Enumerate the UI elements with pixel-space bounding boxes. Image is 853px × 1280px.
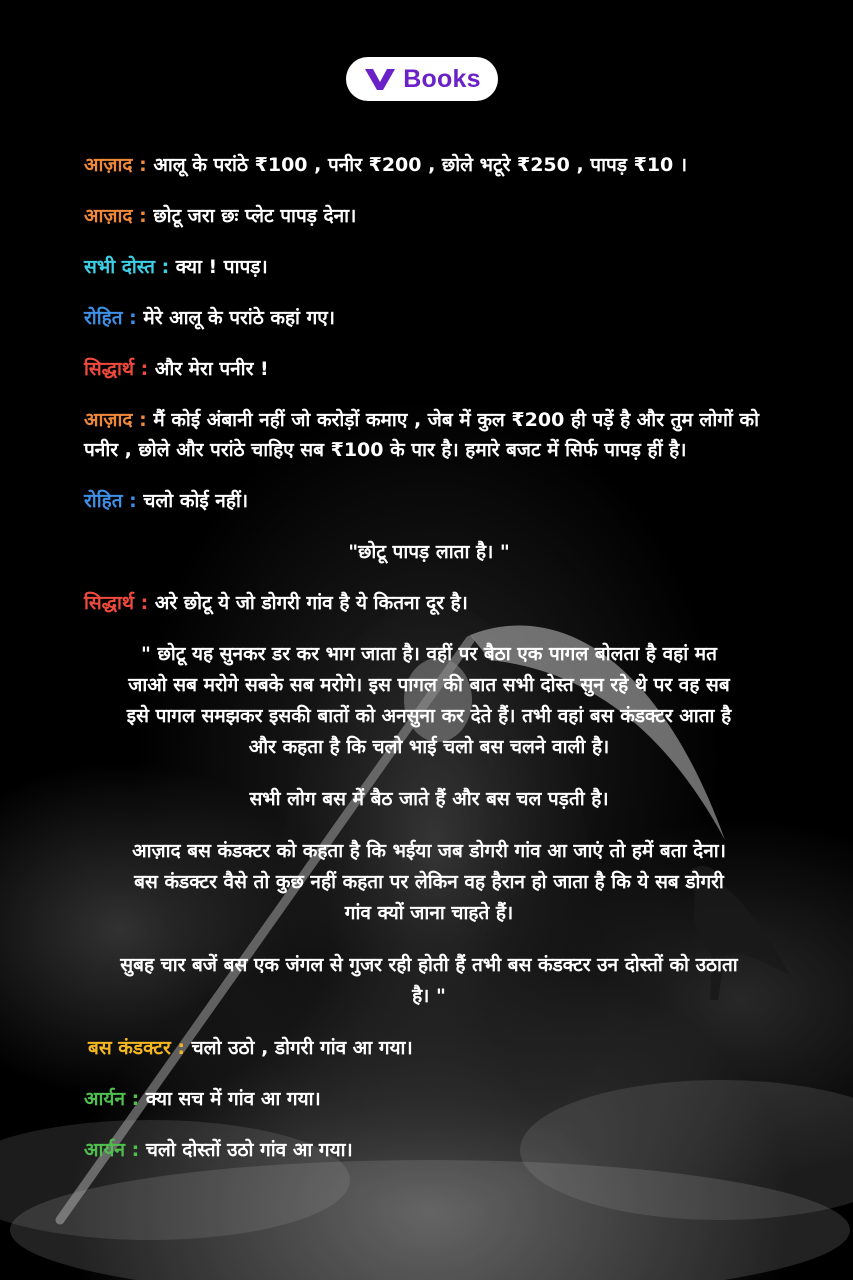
dialogue-line xyxy=(84,252,774,282)
speaker-label: आर्यन : xyxy=(84,1139,140,1161)
speaker-label: रोहित : xyxy=(84,490,137,512)
speaker-label: आर्यन : xyxy=(84,1088,140,1110)
dialogue-line xyxy=(84,486,774,516)
dialogue-text: मेरे आलू के परांठे कहां गए। xyxy=(136,307,335,329)
narration-paragraph: आज़ाद बस कंडक्टर को कहता है कि भईया जब डोगरी गांव आ जाएं तो हमें बता देना। बस कंडक्टर वैसे तो कुछ नहीं कहता पर लेकिन वह हैरान हो जाता है कि ये सब डोगरी गांव क्यों जाना चाहते हैं। xyxy=(132,840,726,924)
dialogue-line xyxy=(84,1033,774,1063)
dialogue-line xyxy=(84,201,774,231)
narration-paragraph: सुबह चार बजें बस एक जंगल से गुजर रही होती हैं तभी बस कंडक्टर उन दोस्तों को उठाता है। " xyxy=(120,954,738,1007)
speaker-label: आज़ाद : xyxy=(84,409,147,431)
speaker-label: आज़ाद : xyxy=(84,205,147,227)
dialogue-text: छोटू जरा छः प्लेट पापड़ देना। xyxy=(146,205,357,227)
books-logo[interactable] xyxy=(346,57,498,101)
speaker-label: रोहित : xyxy=(84,307,137,329)
dialogue-text: क्या ! पापड़। xyxy=(169,256,268,278)
speaker-label: बस कंडक्टर : xyxy=(88,1037,185,1059)
dialogue-line xyxy=(84,354,774,384)
dialogue-text: चलो उठो , डोगरी गांव आ गया। xyxy=(184,1037,413,1059)
dialogue-text: चलो कोई नहीं। xyxy=(136,490,249,512)
speaker-label: आज़ाद : xyxy=(84,154,147,176)
dialogue-line xyxy=(84,150,774,180)
dialogue-text: क्या सच में गांव आ गया। xyxy=(139,1088,321,1110)
speaker-label: सभी दोस्त : xyxy=(84,256,170,278)
dialogue-text: और मेरा पनीर ! xyxy=(148,358,269,380)
dialogue-text: अरे छोटू ये जो डोगरी गांव है ये कितना दूर है। xyxy=(148,592,468,614)
dialogue-line xyxy=(84,1084,774,1114)
dialogue-line xyxy=(84,588,774,618)
dialogue-text: आलू के परांठे ₹100 , पनीर ₹200 , छोले भटूरे ₹250 , पापड़ ₹10 । xyxy=(146,154,688,176)
speaker-label: सिद्धार्थ : xyxy=(84,358,149,380)
narration-paragraph: सभी लोग बस में बैठ जाते हैं और बस चल पड़ती है। xyxy=(249,788,609,810)
brand-name: Books xyxy=(403,64,481,93)
dialogue-text: चलो दोस्तों उठो गांव आ गया। xyxy=(139,1139,353,1161)
story-content xyxy=(84,150,774,1186)
dialogue-line xyxy=(84,303,774,333)
brand-logo-icon xyxy=(363,66,397,92)
dialogue-line xyxy=(84,405,774,465)
narration-paragraph: " छोटू यह सुनकर डर कर भाग जाता है। वहीं पर बैठा एक पागल बोलता है वहां मत जाओ सब मरोगे सबके सब मरोगे। इस पागल की बात सभी दोस्त सुन रहे थे पर वह सब इसे पागल समझकर इसकी बातों को अनसुना कर देते हैं। तभी वहां बस कंडक्टर आता है और कहता है कि चलो भाई चलो बस चलने वाली है। xyxy=(126,643,732,758)
dialogue-text: मैं कोई अंबानी नहीं जो करोड़ों कमाए , जेब में कुल ₹200 ही पड़ें है और तुम लोगों को पनीर , छोले और परांठे चाहिए सब ₹100 के पार है। हमारे बजट में सिर्फ पापड़ हीं है। xyxy=(84,409,759,461)
speaker-label: सिद्धार्थ : xyxy=(84,592,149,614)
dialogue-line xyxy=(84,1135,774,1165)
narration-line: "छोटू पापड़ लाता है। " xyxy=(348,541,510,563)
